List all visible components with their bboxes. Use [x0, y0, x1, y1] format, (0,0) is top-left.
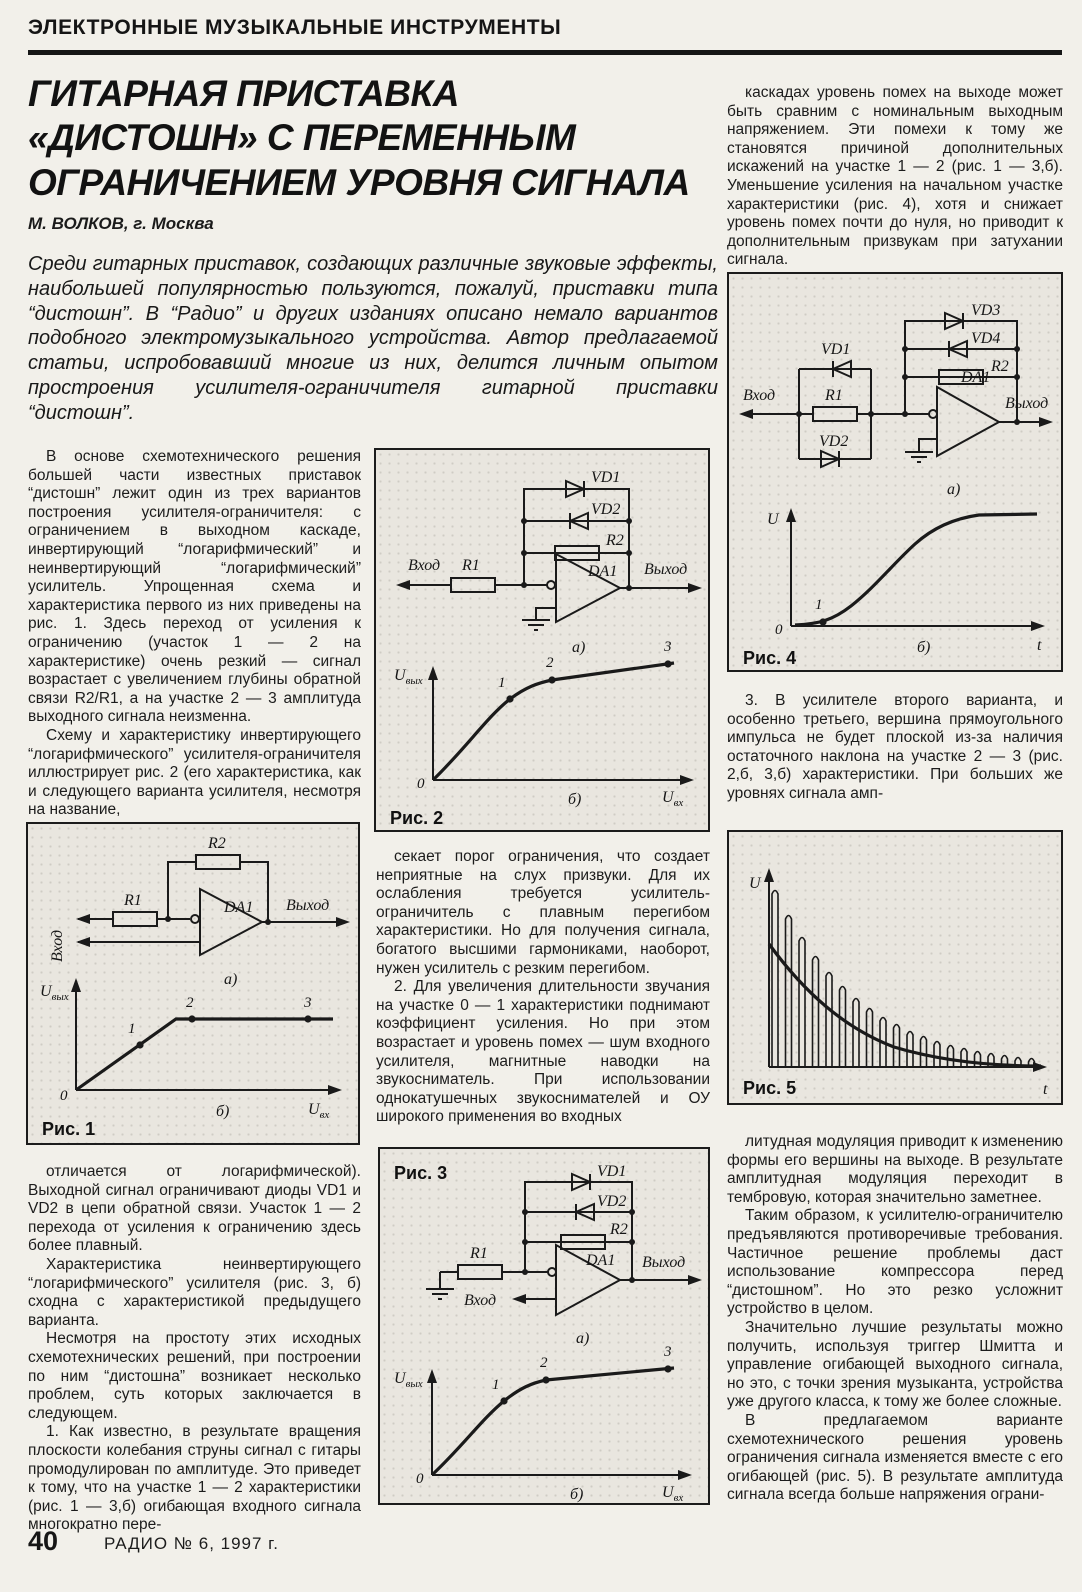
paragraph: Значительно лучшие результаты можно получить, используя триггер Шмитта и управление огибающей выходного сигнала, но это, с точки зрения музыканта, устройства уже другого класса, к тому же более сложные.: [727, 1318, 1063, 1411]
fig4-da1-label: DA1: [961, 369, 991, 386]
figure-4: [727, 272, 1063, 672]
column-right-upper: [727, 84, 1063, 270]
fig1-sub-a: а): [224, 971, 238, 988]
fig1-opamp-circuit: [49, 835, 350, 988]
fig3-sub-b: б): [570, 1486, 584, 1503]
fig3-da1-label: DA1: [586, 1252, 616, 1269]
fig5-pulse: [799, 938, 805, 1068]
figure-2-drawing: [376, 450, 708, 830]
fig2-r2-label: R2: [606, 532, 624, 549]
fig5-pulse: [948, 1046, 954, 1068]
fig1-xaxis-label: $U_{вх}$: [308, 1101, 330, 1121]
fig2-point2-label: 2: [546, 655, 554, 671]
paragraph: 2. Для увеличения длительности звучания на участке 0 — 1 характеристики поднимают коэффициент усиления. Но при этом возрастает и уровень помех — шум входного усилителя, магнитные наводки на звукосниматель. При использовании однокатушечных звукоснимателей и ОУ широкого применения во входных: [376, 978, 710, 1126]
fig4-opamp-circuit: [739, 302, 1053, 498]
fig2-point3-label: 3: [664, 639, 672, 655]
fig1-r1-label: R1: [124, 892, 142, 909]
fig4-vd3-label: VD3: [971, 302, 1001, 319]
fig2-sub-a: а): [572, 639, 586, 656]
fig3-resistor-r1: [458, 1265, 502, 1279]
fig3-yaxis-label: $U_{вых}$: [394, 1370, 423, 1390]
figure-2: [374, 448, 710, 832]
article-lead: Среди гитарных приставок, создающих различные звуковые эффекты, наибольшей популярностью пользуются, пожалуй, приставки типа “дистошн”. В “Радио” и других изданиях описано немало вариантов подобного электромузыкального устройства. Автор предлагаемой статьи, испробовавший многие из них, делится личным опытом простроения усилителя-ограничителя гитарной приставки “дистошн”.: [28, 253, 718, 424]
column-right-lower: [727, 1133, 1063, 1505]
figure-1-drawing: [28, 824, 358, 1143]
masthead-rule: [28, 50, 1062, 55]
figure-5: [727, 830, 1063, 1105]
figure-4-caption: Рис. 4: [743, 648, 797, 668]
fig5-decay-graph: [749, 868, 1048, 1098]
page-number: 40: [28, 1526, 59, 1556]
fig3-vd1-label: VD1: [597, 1163, 627, 1180]
fig1-point2-label: 2: [186, 995, 194, 1011]
article-title-line: ГИТАРНАЯ ПРИСТАВКА: [28, 73, 459, 114]
fig2-xaxis-label: $U_{вх}$: [662, 789, 684, 809]
fig3-vd2-label: VD2: [597, 1193, 627, 1210]
article-author: М. ВОЛКОВ, г. Москва: [28, 214, 214, 233]
fig5-pulse: [786, 916, 792, 1068]
fig3-xaxis-label: $U_{вх}$: [662, 1484, 684, 1503]
fig1-input-label: Вход: [49, 929, 66, 962]
fig3-output-label: Выход: [642, 1254, 686, 1271]
column-right-middle: [727, 692, 1063, 804]
fig5-pulse: [934, 1042, 940, 1068]
paragraph: 1. Как известно, в результате вращения плоскости колебания струны сигнал с гитары промодулирован по амплитуде. Это приведет к тому, что на участке 1 — 2 характеристики (рис. 1 — 3,б) огибающая входного сигнала многократно пере-: [28, 1423, 361, 1534]
fig4-origin-label: 0: [775, 622, 783, 638]
journal-issue: РАДИО № 6, 1997 г.: [104, 1534, 280, 1553]
figure-5-drawing: [729, 832, 1061, 1103]
fig2-da1-label: DA1: [588, 563, 618, 580]
fig1-characteristic-graph: [40, 978, 342, 1121]
fig4-yaxis-label: U: [767, 511, 779, 528]
fig5-pulse: [961, 1049, 967, 1068]
fig4-sub-b: б): [917, 639, 931, 656]
paragraph: Характеристика неинвертирующего “логарифмического” усилителя (рис. 3, б) сходна с характеристикой предыдущего варианта.: [28, 1255, 361, 1329]
fig2-vd1-label: VD1: [591, 469, 621, 486]
fig3-r1-label: R1: [470, 1245, 488, 1262]
fig4-input-label: Вход: [743, 387, 776, 404]
fig3-r2-label: R2: [610, 1221, 628, 1238]
fig1-curve: [76, 1019, 333, 1090]
fig5-pulse: [853, 999, 859, 1068]
fig4-sub-a: а): [947, 481, 961, 498]
fig4-opamp-icon: [937, 387, 999, 456]
fig3-characteristic-graph: [394, 1344, 692, 1503]
fig1-inverting-input-icon: [191, 915, 199, 923]
fig4-curve: [795, 514, 1037, 625]
fig5-envelope-curve: [769, 944, 1041, 1066]
paragraph: В основе схемотехнического решения большей части известных приставок “дистошн” лежит один из трех вариантов построения усилителя-ограничителя: с ограничением в выходном каскаде, инвертирующий “логарифмический” и неинвертирующий “логарифмический” усилитель. Упрощенная схема и характеристика первого из них приведены на рис. 1. Здесь переход от усиления к ограничению (участок 1 — 2 на характеристике) очень резкий — сигнал возрастает с увеличением глубины обратной связи R2/R1, а на участке 2 — 3 амплитуда выходного сигнала неизменна.: [28, 448, 361, 726]
fig2-characteristic-graph: [394, 639, 694, 809]
fig4-xaxis-label: t: [1037, 637, 1042, 654]
fig4-ground-icon: [905, 439, 937, 462]
fig1-resistor-r2: [196, 855, 240, 869]
column-left-upper: [28, 448, 361, 820]
paragraph: литудная модуляция приводит к изменению формы его вершины на выходе. В результате амплитудная модуляция переходит в тембровую, которая значительно заметнее.: [727, 1133, 1063, 1206]
paragraph: каскадах уровень помех на выходе может быть сравним с номинальным выходным напряжением. Эти помехи к тому же становятся причиной дополнительных искажений на участке 1 — 2 (рис. 1 — 3,б). Уменьшение усиления на начальном участке характеристики (рис. 4), хотя и снижает уровень помех почти до нуля, но приводит к дополнительным призвукам при затухании сигнала.: [727, 84, 1063, 269]
article-title-line: «ДИСТОШН» С ПЕРЕМЕННЫМ: [28, 117, 576, 159]
fig4-envelope-graph: [767, 508, 1045, 656]
fig4-point1-label: 1: [815, 597, 823, 613]
fig4-vd4-label: VD4: [971, 330, 1001, 347]
fig2-r1-label: R1: [462, 557, 480, 574]
article-title-line: ОГРАНИЧЕНИЕМ УРОВНЯ СИГНАЛА: [28, 161, 690, 203]
fig3-input-label: Вход: [464, 1292, 497, 1309]
fig2-yaxis-label: $U_{вых}$: [394, 667, 423, 687]
fig5-pulse: [921, 1037, 927, 1068]
fig3-origin-label: 0: [416, 1471, 424, 1487]
paragraph: отличается от логарифмической). Выходной сигнал ограничивают диоды VD1 и VD2 в цепи обратной связи. Участок 1 — 2 перехода от усиления к ограничению здесь более плавный.: [28, 1163, 361, 1255]
fig2-origin-label: 0: [417, 776, 425, 792]
fig1-point3-label: 3: [304, 995, 312, 1011]
figure-5-caption: Рис. 5: [743, 1078, 797, 1098]
fig3-point2-label: 2: [540, 1355, 548, 1371]
fig3-point3-label: 3: [664, 1344, 672, 1360]
paragraph: Схему и характеристику инвертирующего “логарифмического” усилителя-ограничителя иллюстрирует рис. 2 (его характеристика, как и следующего варианта усилителя, несмотря на название,: [28, 726, 361, 819]
fig4-inverting-input-icon: [929, 410, 937, 418]
figure-3-drawing: [380, 1149, 708, 1503]
fig2-ground-icon: [522, 608, 556, 630]
column-middle-text: [376, 848, 710, 1127]
fig4-resistor-r1: [813, 407, 857, 421]
fig1-r2-label: R2: [208, 835, 226, 852]
column-left-lower: [28, 1163, 361, 1535]
fig4-vd1-label: VD1: [821, 341, 851, 358]
fig1-origin-label: 0: [60, 1088, 68, 1104]
fig2-resistor-r1: [451, 578, 495, 592]
fig3-sub-a: а): [576, 1330, 590, 1347]
paragraph: Несмотря на простоту этих исходных схемотехнических решений, при построении по ним “дистошна” возникает несколько проблем, суть которых заключается в следующем.: [28, 1330, 361, 1422]
paragraph: 3. В усилителе второго варианта, и особенно третьего, вершина прямоугольного импульса не будет плоской из-за наличия остаточного наклона на участке 2 — 3 (рис. 2,б, 3,б) характеристики. При больших же уровнях сигнала амп-: [727, 692, 1063, 802]
article-title: [28, 72, 728, 205]
fig3-ground-icon: [426, 1272, 454, 1299]
figure-4-drawing: [729, 274, 1061, 670]
fig4-r1-label: R1: [825, 387, 843, 404]
figure-3: [378, 1147, 710, 1505]
fig2-point1-label: 1: [498, 675, 506, 691]
fig4-output-label: Выход: [1005, 395, 1049, 412]
fig3-point1-label: 1: [492, 1377, 500, 1393]
fig1-da1-label: DA1: [224, 899, 254, 916]
fig2-vd2-label: VD2: [591, 501, 621, 518]
figure-1: [26, 822, 360, 1145]
fig5-pulse: [772, 891, 778, 1068]
fig2-output-label: Выход: [644, 561, 688, 578]
figure-3-caption: Рис. 3: [394, 1163, 448, 1183]
fig1-output-label: Выход: [286, 897, 330, 914]
fig5-pulses: [772, 891, 1035, 1068]
fig4-r2-label: R2: [991, 358, 1009, 375]
fig4-vd2-label: VD2: [819, 433, 849, 450]
fig2-sub-b: б): [568, 791, 582, 808]
paragraph: Таким образом, к усилителю-ограничителю предъявляются противоречивые требования. Частичное решение проблемы даст использование компрессора перед “дистошном”. Но это резко усложнит устройство в целом.: [727, 1207, 1063, 1318]
fig1-resistor-r1: [113, 912, 157, 926]
fig1-point1-label: 1: [128, 1021, 136, 1037]
fig1-sub-b: б): [216, 1103, 230, 1120]
fig5-pulse: [840, 987, 846, 1068]
fig1-yaxis-label: $U_{вых}$: [40, 983, 69, 1003]
fig2-input-label: Вход: [408, 557, 441, 574]
fig3-curve: [432, 1368, 674, 1475]
fig5-pulse: [826, 973, 832, 1068]
fig5-yaxis-label: U: [749, 875, 761, 892]
fig2-opamp-circuit: [396, 469, 702, 656]
paragraph: В предлагаемом варианте схемотехнического решения уровень ограничения сигнала изменяется вместе с его огибающей (рис. 5). В результате амплитуда сигнала всегда больше напряжения ограни-: [727, 1411, 1063, 1504]
fig5-xaxis-label: t: [1043, 1081, 1048, 1098]
fig3-inverting-input-icon: [548, 1268, 556, 1276]
figure-2-caption: Рис. 2: [390, 808, 444, 828]
fig3-opamp-circuit: [426, 1163, 702, 1347]
paragraph: секает порог ограничения, что создает неприятные на слух призвуки. Для их ослабления требуется усилитель-ограничитель с плавным перегибом характеристики. Но для получения сигнала, богатого высшими гармониками, наоборот, нужен усилитель с резким перегибом.: [376, 848, 710, 977]
section-masthead: ЭЛЕКТРОННЫЕ МУЗЫКАЛЬНЫЕ ИНСТРУМЕНТЫ: [28, 16, 562, 39]
fig5-pulse: [813, 957, 819, 1068]
fig2-inverting-input-icon: [547, 581, 555, 589]
figure-1-caption: Рис. 1: [42, 1119, 96, 1139]
